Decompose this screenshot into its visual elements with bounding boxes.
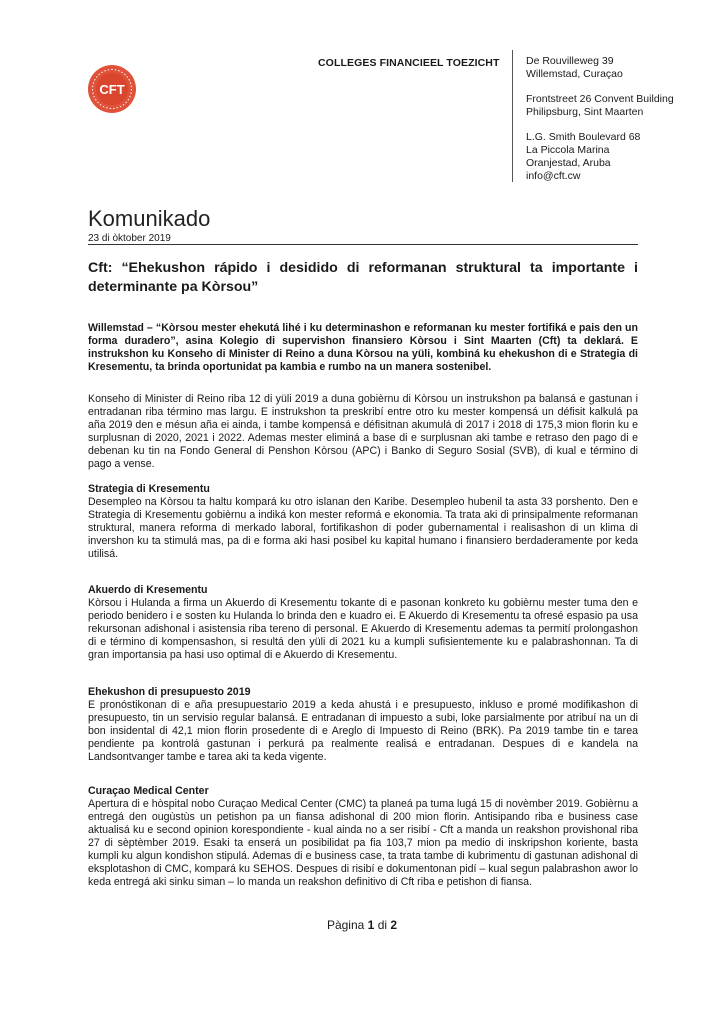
section-growth-agreement [88, 584, 638, 662]
address-curacao [526, 55, 623, 81]
document-date: 23 di òktober 2019 [88, 233, 171, 244]
svg-text:CFT: CFT [99, 82, 125, 97]
title-rule [88, 244, 638, 245]
section-heading: Akuerdo di Kresementu [88, 584, 208, 596]
section-medical-center [88, 785, 638, 889]
body-paragraph: Konseho di Minister di Reino riba 12 di yüli 2019 a duna gobièrnu di Kòrsou un instrukshon pa balansá e gastunan i entradanan riba término mas largu. E instrukshon ta preskribí entre otro ku mester kompensá un défisit kalkulá pa aña 2019 den e mésun aña ei ainda, i tambe kompensá e défisitnan akumulá di 2017 i 2018 di 175,3 mion florin ku e surplusnan di 2020, 2021 i 2022. Ademas mester eliminá a base di e surplusnan aki tambe e retraso den pago di e debenan ku tin na Fondo General di Penshon Kòrsou (APC) i Banko di Seguro Sosial (SVB), di kual e término di pago a vense. [88, 393, 638, 470]
address-line: La Piccola Marina [526, 144, 610, 156]
page-number [0, 918, 724, 932]
section-text: Desempleo na Kòrsou ta haltu kompará ku otro islanan den Karibe. Desempleo hubenil ta asta 33 porshento. Den e Strategia di Kresementu gobièrnu a indiká kon mester reformá e ekonomia. Ta trata aki di prinsipalmente reformanan struktural, manera reforma di merkado laboral, fortifikashon di poder gubernamental i realisashon di un klima di invershon ku ta stimulá mas, pa di e forma aki hasi posibel ku kapital humano i finansiero berdaderamente por keda utilisá. [88, 496, 638, 560]
address-sint-maarten [526, 93, 674, 119]
cft-logo [86, 63, 138, 115]
section-growth-strategy [88, 483, 638, 561]
address-aruba [526, 131, 640, 183]
of-word: di [377, 918, 388, 932]
address-line: Philipsburg, Sint Maarten [526, 106, 644, 118]
section-text: E pronóstikonan di e aña presupuestario 2019 a keda ahustá i e presupuesto, inkluso e promé modifikashon di presupuesto, tin un servisio regular balansá. E entradanan di impuesto a subi, loke parsialmente por atribuí na un di bon insidental di 42,1 mion florin prosedente di e Areglo di Impuesto di Reino (BRK). Pa 2019 tambe tin e tarea pendiente pa kontrolá gastunan i perkurá pa realmente realisá e entradanan. Despues di e kandela na Landsontvanger tambe e tarea aki ta keda vigente. [88, 699, 638, 763]
headline: Cft: “Ehekushon rápido i desidido di reformanan struktural ta importante i determinante pa Kòrsou” [88, 260, 638, 295]
address-line: Frontstreet 26 Convent Building [526, 93, 674, 105]
section-heading: Curaçao Medical Center [88, 785, 209, 797]
organization-name: COLLEGES FINANCIEEL TOEZICHT [318, 57, 500, 69]
address-line: Oranjestad, Aruba [526, 157, 611, 169]
section-text: Apertura di e hòspital nobo Curaçao Medical Center (CMC) ta planeá pa tuma lugá 15 di novèmber 2019. Gobièrnu a entregá den ougùstùs un petishon pa un fiansa adishonal di 200 mion florin. Antisipando riba e business case aktualisá ku e second opinion korespondiente - kual ainda no a ser risibí - Cft a manda un reakshon provishonal riba 27 di sèptèmber 2019. Esaki ta enserá un posibilidat pa fia 103,7 mion pa medio di inskripshon koriente, basta kumpli ku algun kondishon stipulá. Ademas di e business case, ta trata tambe di kubrimentu di gastunan adishonal di eksplotashon di CMC, kompará ku SEHOS. Despues di risibí e dokumentonan pidí – kual segun palabrashon awor lo keda entregá aki sinku siman – lo manda un reakshon definitivo di Cft riba e petishon di fiansa. [88, 798, 638, 888]
section-budget-execution [88, 686, 638, 764]
cft-logo-graphic [86, 63, 138, 115]
document-title: Komunikado [88, 206, 211, 231]
section-heading: Ehekushon di presupuesto 2019 [88, 686, 251, 698]
section-text: Kòrsou i Hulanda a firma un Akuerdo di Kresementu tokante di e pasonan konkreto ku gobièrnu mester tuma den e periodo benidero i e sosten ku Hulanda lo brinda den e kuadro ei. E Akuerdo di Kresementu ta ofresé espasio pa usa rekursonan adishonal i asistensia riba tereno di personal. E Akuerdo di Kresementu ademas ta permití prolongashon di e término di kompensashon, si resultá den yüli di 2021 ku a kumpli sufisientemente ku e palabrashonnan. Ta di gran importansia pa hasi uso optimal di e Akuerdo di Kresementu. [88, 597, 638, 661]
section-heading: Strategia di Kresementu [88, 483, 210, 495]
lead-paragraph: Willemstad – “Kòrsou mester ehekutá lihé i ku determinashon e reformanan ku mester fortifiká e pais den un forma duradero”, asina Kolegio di supervishon finansiero Kòrsou i Sint Maarten (Cft) ta deklará. E instrukshon ku Konseho di Minister di Reino a duna Kòrsou na yüli, kombiná ku ehekushon di e Strategia di Kresementu, ta brinda oportunidat pa kambia e rumbo na un manera sostenibel. [88, 322, 638, 373]
email-address[interactable]: info@cft.cw [526, 170, 581, 182]
page-word: Pàgina [326, 918, 365, 932]
address-line: Willemstad, Curaçao [526, 68, 623, 80]
page-current: 1 [367, 918, 375, 932]
page-total: 2 [390, 918, 398, 932]
address-line: De Rouvilleweg 39 [526, 55, 614, 67]
header-divider [512, 50, 513, 182]
address-line: L.G. Smith Boulevard 68 [526, 131, 641, 143]
